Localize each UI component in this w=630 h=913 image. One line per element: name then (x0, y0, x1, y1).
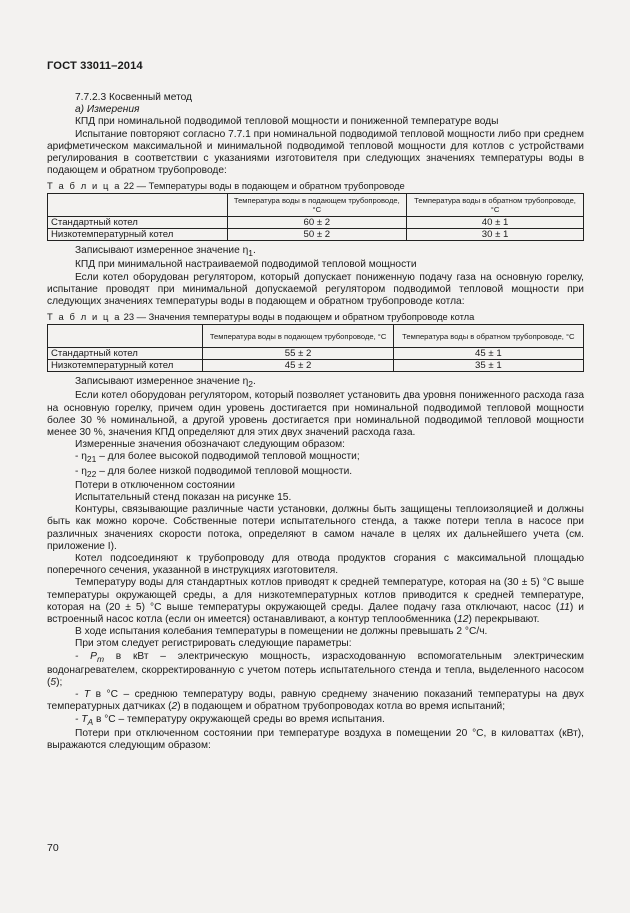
table-22 (47, 193, 584, 241)
paragraph-5: Котел подсоединяют к трубопроводу для отвода продуктов сгорания с максимальной площадью поперечного сечения, указанной в инструкциях изготовителя. (47, 553, 584, 577)
table-cell: 35 ± 1 (393, 360, 583, 372)
table-cell: 55 ± 2 (203, 348, 393, 360)
table-cell: 45 ± 2 (203, 360, 393, 372)
paragraph-7: В ходе испытания колебания температуры в помещении не должны превышать 2 °С/ч. (75, 626, 488, 638)
paragraph-6: Температуру воды для стандартных котлов приводят к средней температуре, которая на (30 ± 5) °С выше температуры окружающей среды, а для низкотемпературных котлов приводится к средней температуре, которая на (20 ± 5) °С выше температуры окружающей среды. Далее подачу газа отключают, насос (11) и встроенный насос котла (если он имеется) останавливают, а контур теплообменника (12) перекрывают. (47, 577, 584, 626)
kpd-nominal-heading: КПД при номинальной подводимой тепловой мощности и пониженной температуре воды (75, 116, 499, 128)
list-item-eta21: - $\eta_{21}$ – для более высокой подводимой тепловой мощности; (75, 451, 360, 465)
table-cell: 30 ± 1 (407, 229, 584, 241)
designations-intro: Измеренные значения обозначают следующим образом: (75, 439, 345, 451)
subsection-a: а) Измерения (75, 104, 140, 116)
table-23 (47, 324, 584, 372)
table-row (48, 217, 584, 229)
params-intro: При этом следует регистрировать следующие параметры: (75, 638, 352, 650)
table-22-header-row (48, 194, 584, 217)
table-row (48, 348, 584, 360)
table-cell: Стандартный котел (48, 348, 203, 360)
list-item-t: - T в °С – среднюю температуру воды, равную среднему значению показаний температуры на двух температурных датчиках (2) в подающем и обратном трубопроводах котла во время испытаний; (47, 689, 584, 713)
table-cell: 40 ± 1 (407, 217, 584, 229)
table-header-cell: Температура воды в обратном трубопроводе, °С (393, 325, 583, 348)
table-cell: Стандартный котел (48, 217, 228, 229)
document-header: ГОСТ 33011–2014 (47, 60, 143, 72)
standby-heading: Потери в отключенном состоянии (75, 479, 235, 491)
page-number: 70 (47, 842, 59, 854)
table-header-cell (48, 194, 228, 217)
record-eta1: Записывают измеренное значение $\eta_1$. (75, 245, 256, 259)
table-23-caption: Т а б л и ц а 23 — Значения температуры воды в подающем и обратном трубопроводе котла (47, 311, 475, 323)
table-header-cell (48, 325, 203, 348)
record-eta2: Записывают измеренное значение $\eta_2$. (75, 376, 256, 390)
stand-shown: Испытательный стенд показан на рисунке 15. (75, 491, 292, 503)
table-header-cell: Температура воды в подающем трубопроводе, °С (203, 325, 393, 348)
table-row (48, 360, 584, 372)
document-body (47, 92, 584, 752)
kpd-min-heading: КПД при минимальной настраиваемой подводимой тепловой мощности (75, 259, 417, 271)
list-item-pm: - $P_m$ в кВт – электрическую мощность, израсходованную вспомогательным электрическим водонагревателем, скорректированную с учетом потерь испытательного стенда и тепла, выделенного насосом (5); (47, 650, 584, 689)
table-header-cell: Температура воды в подающем трубопроводе, °С (227, 194, 407, 217)
table-cell: 60 ± 2 (227, 217, 407, 229)
table-row (48, 229, 584, 241)
list-item-eta22: - $\eta_{22}$ – для более низкой подводимой тепловой мощности. (75, 465, 353, 479)
section-heading: 7.7.2.3 Косвенный метод (75, 92, 193, 103)
table-cell: 45 ± 1 (393, 348, 583, 360)
paragraph-4: Контуры, связывающие различные части установки, должны быть защищены теплоизоляцией и должны быть как можно короче. Собственные потери испытательного стенда, а также потери тепла в насосе при различных значениях скорости потока, определяют в самом начале в целях их дальнейшего учета (см. приложение I). (47, 504, 584, 552)
table-22-caption: Т а б л и ц а 22 — Температуры воды в подающем и обратном трубопроводе (47, 180, 405, 192)
list-item-ta: - $T_A$ в °С – температуру окружающей среды во время испытания. (75, 713, 385, 727)
table-cell: Низкотемпературный котел (48, 360, 203, 372)
table-cell: Низкотемпературный котел (48, 229, 228, 241)
paragraph-3: Если котел оборудован регулятором, который позволяет установить два уровня пониженного расхода газа на основную горелку, причем один уровень достигается при номинальной подводимой тепловой мощности более 30 % номинальной, а другой уровень достигается при номинальной подводимой тепловой мощности менее 30 %, значения КПД определяют для этих двух значений расхода газа. (47, 390, 584, 438)
paragraph-2: Если котел оборудован регулятором, который допускает пониженную подачу газа на основную горелку, испытание проводят при минимальной допускаемой регулятором подводимой тепловой мощности при следующих значениях температуры воды в подающем и обратном трубопроводе котла: (47, 271, 584, 308)
table-cell: 50 ± 2 (227, 229, 407, 241)
table-23-header-row (48, 325, 584, 348)
paragraph-8: Потери при отключенном состоянии при температуре воздуха в помещении 20 °С, в киловаттах (кВт), выражаются следующим образом: (47, 727, 584, 752)
table-header-cell: Температура воды в обратном трубопроводе, °С (407, 194, 584, 217)
paragraph-1: Испытание повторяют согласно 7.7.1 при номинальной подводимой тепловой мощности либо при среднем арифметическом максимальной и минимальной подводимой тепловой мощности для котлов с устройствами регулирования в соответствии с указаниями изготовителя при следующих значениях температуры воды в подающем и обратном трубопроводе: (47, 128, 584, 177)
